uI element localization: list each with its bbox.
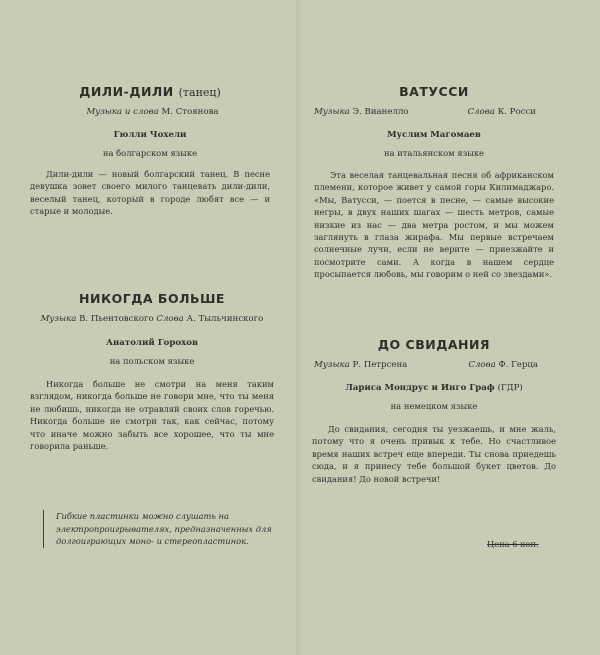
words-credit <box>468 360 538 370</box>
song-title-sub: (танец) <box>178 86 221 99</box>
song-dosvidaniya <box>312 337 556 485</box>
words-credit <box>467 107 536 117</box>
song-description: Никогда больше не смотри на меня таким взглядом, никогда больше не говори мне, что ты меня не любишь, никогда не отравляй своих слов горечью. Никогда больше не смотри так, как сейчас, потому что иначе можно забыть все хорошее, что ты мне говорила раньше. <box>30 379 274 452</box>
performer: Анатолий Горохов <box>106 338 198 348</box>
song-description: Дили-дили — новый болгарский танец. В песне девушка зовет своего милого танцевать дили-дили, веселый танец, который в городе любят все — и старые и молодые. <box>30 169 270 217</box>
song-credits <box>30 314 274 324</box>
performer: Муслим Магомаев <box>387 130 481 140</box>
words-label: Слова <box>156 314 184 324</box>
song-credits <box>314 107 554 117</box>
music-label: Музыка <box>314 360 350 370</box>
song-vatussi <box>314 84 554 281</box>
language: на польском языке <box>109 356 195 366</box>
language: на немецком языке <box>390 401 478 411</box>
song-credits <box>312 360 556 370</box>
music-label: Музыка <box>40 314 77 324</box>
song-description: Эта веселая танцевальная песня об африканском племени, которое живет у самой горы Килимаджаро. «Мы, Ватусси, — поется в песне, — самые высокие негры, в двух наших шагах — шесть метров, самые низкие из нас — два метра ростом, и мы можем заглянуть в глаза жирафа. Мы первые встречаем солнечные лучи, если не верите — приезжайте и посмотрите сами. А когда в нашем сердце просыпается любовь, мы говорим о ней со звездами». <box>314 170 554 280</box>
page-fold <box>294 0 302 655</box>
song-credits <box>35 107 270 117</box>
music-name: В. Пьентовского <box>79 314 154 324</box>
song-title: ДО СВИДАНИЯ <box>377 337 491 352</box>
price-label: Цена 6 коп. <box>487 539 539 549</box>
words-label: Слова <box>468 360 496 370</box>
song-description: До свидания, сегодня ты уезжаешь, и мне жаль, потому что я очень привык к тебе. Но счастливое время наших встреч еще впереди. Ты снова приедешь сюда, и я принесу тебе большой букет цветов. До свидания! До новой встречи! <box>312 424 556 484</box>
words-label: Слова <box>467 107 495 117</box>
language: на итальянском языке <box>383 148 485 158</box>
language: на болгарском языке <box>102 148 198 158</box>
credit-name: М. Стоянова <box>161 107 219 117</box>
song-title-text: ДИЛИ-ДИЛИ <box>79 84 174 99</box>
music-name: Э. Вианелло <box>352 107 409 117</box>
performer-country: (ГДР) <box>497 383 523 393</box>
words-name: Ф. Герца <box>498 360 538 370</box>
performer-name: Лариса Мондрус и Инго Граф <box>345 383 495 393</box>
words-name: А. Тыльчинского <box>186 314 264 324</box>
song-title: ВАТУССИ <box>399 84 469 99</box>
playback-note: Гибкие пластинки можно слушать на электропроигрывателях, предназначенных для долгоиграющих моно- и стереопластинок. <box>43 510 298 548</box>
song-dili <box>30 84 270 218</box>
song-nikogda <box>30 291 274 452</box>
words-name: К. Росси <box>497 107 536 117</box>
music-label: Музыка <box>314 107 350 117</box>
song-title: НИКОГДА БОЛЬШЕ <box>79 291 225 306</box>
song-title <box>30 84 270 99</box>
music-credit <box>314 360 407 370</box>
performer: Гюлли Чохели <box>113 130 187 140</box>
music-credit <box>314 107 409 117</box>
music-name: Р. Петрсена <box>352 360 408 370</box>
credit-label: Музыка и слова <box>86 107 159 117</box>
performer <box>312 383 556 393</box>
